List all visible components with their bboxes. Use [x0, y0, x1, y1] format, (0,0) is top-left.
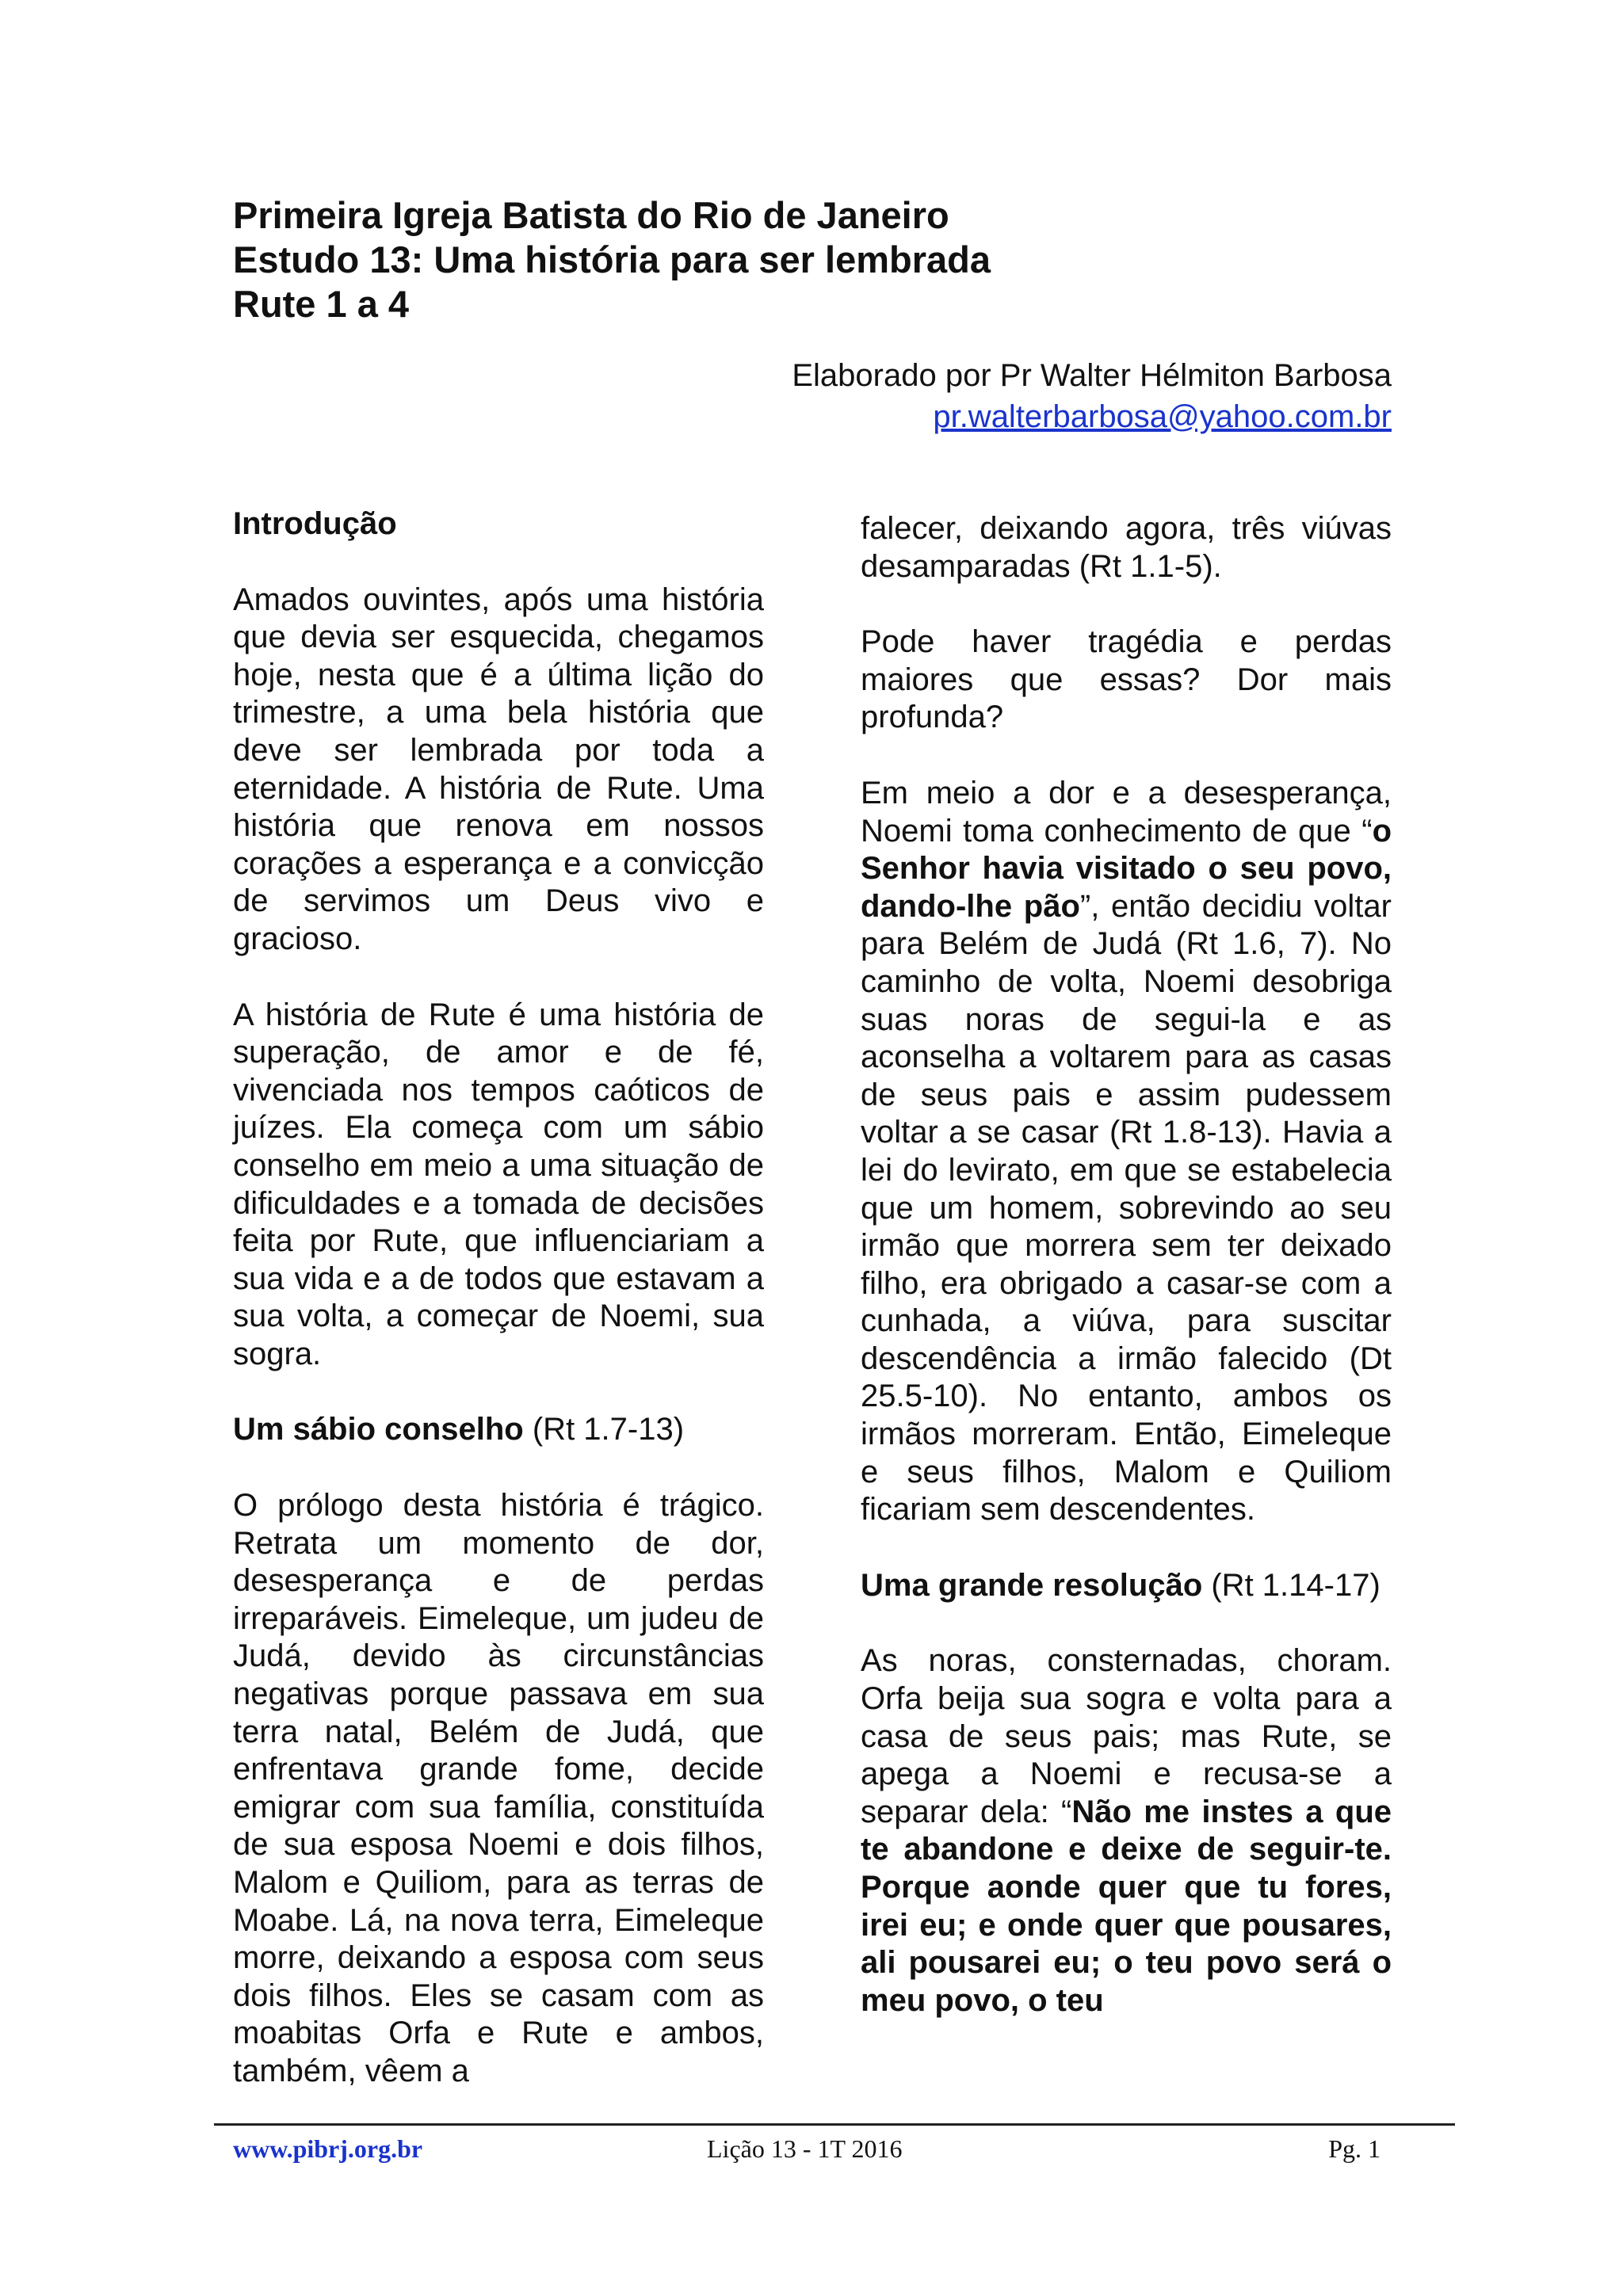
intro-paragraph-2: A história de Rute é uma história de superação, de amor e de fé, vivenciada nos tempos caóticos de juízes. Ela começa com um sábio conselho em meio a uma situação de dificuldades e a tomada de decisões feita por Rute, que influenciariam a sua vida e a de todos que estavam a sua volta, a começar de Noemi, sua sogra. — [233, 997, 764, 1371]
paragraph-ruth-vow — [861, 1642, 1392, 2019]
section-heading-resolution — [861, 1567, 1392, 1605]
author-block — [233, 355, 1392, 437]
scripture-title: Rute 1 a 4 — [233, 283, 410, 325]
section-title: Uma grande resolução — [861, 1567, 1203, 1603]
church-title: Primeira Igreja Batista do Rio de Janeiro — [233, 194, 949, 236]
intro-paragraph-1: Amados ouvintes, após uma história que devia ser esquecida, chegamos hoje, nesta que é a última lição do trimestre, a uma bela história que deve ser lembrada por toda a eternidade. A história de Rute. Uma história que renova em nossos corações a esperança e a convicção de servimos um Deus vivo e gracioso. — [233, 582, 764, 956]
text-run: Em meio a dor e a desesperança, Noemi toma conhecimento de que “ — [861, 775, 1392, 849]
author-email-link[interactable]: pr.walterbarbosa@yahoo.com.br — [933, 399, 1392, 434]
footer-divider — [214, 2123, 1455, 2126]
document-header — [233, 193, 1398, 326]
section-title: Um sábio conselho — [233, 1412, 524, 1447]
section-reference: (Rt 1.7-13) — [523, 1412, 685, 1447]
footer-lesson: Lição 13 - 1T 2016 — [707, 2134, 903, 2163]
section-heading-wise-advice — [233, 1411, 764, 1449]
author-byline: Elaborado por Pr Walter Hélmiton Barbosa — [792, 358, 1392, 393]
page-footer — [233, 2133, 1381, 2164]
intro-heading: Introdução — [233, 506, 397, 541]
footer-site-link[interactable]: www.pibrj.org.br — [233, 2134, 423, 2163]
paragraph-widows: falecer, deixando agora, três viúvas desamparadas (Rt 1.1-5). — [861, 511, 1392, 584]
text-run: As noras, consternadas, choram. Orfa beija sua sogra e volta para a casa de seus pais; mas Rute, se apega a Noemi e recusa-se a separar dela: “ — [861, 1643, 1392, 1829]
quote-bold: o Senhor havia visitado o seu povo, dando-lhe pão — [861, 813, 1392, 924]
section-reference: (Rt 1.14-17) — [1202, 1567, 1381, 1603]
study-title: Estudo 13: Uma história para ser lembrada — [233, 238, 991, 280]
text-run: ”, então decidiu voltar para Belém de Judá (Rt 1.6, 7). No caminho de volta, Noemi desobriga suas noras de segui-la e as aconselha a voltarem para as casas de seus pais e assim pudessem voltar a se casar (Rt 1.8-13). Havia a lei do levirato, em que se estabelecia que um homem, sobrevindo ao seu irmão que morrera sem ter deixado filho, era obrigado a casar-se com a cunhada, a viúva, para suscitar descendência a irmão falecido (Dt 25.5-10). No entanto, ambos os irmãos morreram. Então, Eimeleque e seus filhos, Malom e Quiliom ficariam sem descendentes. — [861, 888, 1392, 1527]
footer-page-number: Pg. 1 — [1328, 2134, 1381, 2163]
paragraph-question: Pode haver tragédia e perdas maiores que essas? Dor mais profunda? — [861, 624, 1392, 735]
left-column — [233, 505, 764, 2091]
quote-bold: Não me instes a que te abandone e deixe de seguir-te. Porque aonde quer que tu fores, irei eu; e onde quer que pousares, ali pousarei eu; o teu povo será o meu povo, o teu — [861, 1794, 1392, 2018]
right-column — [861, 510, 1392, 2019]
section-paragraph: O prólogo desta história é trágico. Retrata um momento de dor, desesperança e de perdas irreparáveis. Eimeleque, um judeu de Judá, devido às circunstâncias negativas porque passava em sua terra natal, Belém de Judá, que enfrentava grande fome, decide emigrar com sua família, constituída de sua esposa Noemi e dois filhos, Malom e Quiliom, para as terras de Moabe. Lá, na nova terra, Eimeleque morre, deixando a esposa com seus dois filhos. Eles se casam com as moabitas Orfa e Rute e ambos, também, vêem a — [233, 1488, 764, 2088]
paragraph-return — [861, 775, 1392, 1529]
